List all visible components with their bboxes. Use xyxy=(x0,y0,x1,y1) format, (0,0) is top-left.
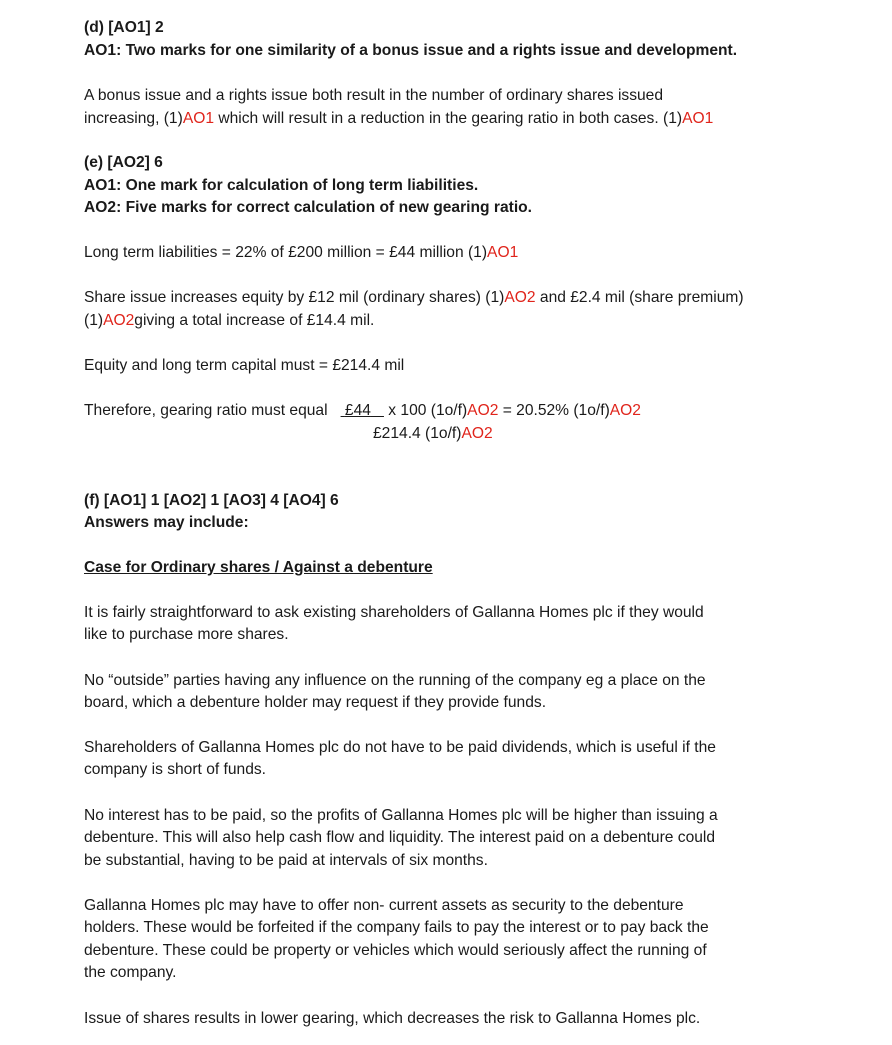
paragraph-4-line-1: No interest has to be paid, so the profits of Gallanna Homes plc will be higher than issuing a xyxy=(84,807,718,824)
mark-code: AO2 xyxy=(504,289,536,306)
paragraph-5-line-1: Gallanna Homes plc may have to offer non- current assets as security to the debenture xyxy=(84,897,684,914)
mark-code: AO1 xyxy=(182,110,215,127)
gearing-denominator-line xyxy=(373,423,493,445)
mark-code: AO1 xyxy=(487,244,519,261)
paragraph-4-line-2: debenture. This will also help cash flow and liquidity. The interest paid on a debenture could xyxy=(84,829,716,846)
paragraph-1-line-2: like to purchase more shares. xyxy=(84,626,289,643)
text-segment: increasing, (1) xyxy=(84,110,183,127)
text-segment: = 20.52% (1o/f) xyxy=(498,402,610,419)
share-issue-line-2 xyxy=(84,310,374,332)
paragraph-3-line-2: company is short of funds. xyxy=(84,761,267,778)
paragraph-3-line-1: Shareholders of Gallanna Homes plc do not have to be paid dividends, which is useful if the xyxy=(84,739,716,756)
section-e-heading: (e) [AO2] 6 xyxy=(84,154,163,171)
section-e-criteria-2: AO2: Five marks for correct calculation of new gearing ratio. xyxy=(84,199,533,216)
mark-code: AO2 xyxy=(461,425,493,442)
section-f-heading: (f) [AO1] 1 [AO2] 1 [AO3] 4 [AO4] 6 xyxy=(84,492,339,509)
answers-may-include: Answers may include: xyxy=(84,514,249,531)
paragraph-5-line-4: the company. xyxy=(84,964,177,981)
text-segment: Share issue increases equity by £12 mil (ordinary shares) (1) xyxy=(84,289,505,306)
section-d-criteria: AO1: Two marks for one similarity of a bonus issue and a rights issue and development. xyxy=(84,42,738,59)
long-term-liabilities-line xyxy=(84,242,518,264)
text-segment: £214.4 (1o/f) xyxy=(373,425,462,442)
gearing-label: Therefore, gearing ratio must equal xyxy=(84,402,328,419)
paragraph-2-line-1: No “outside” parties having any influence on the running of the company eg a place on the xyxy=(84,672,706,689)
section-d-answer-line-2 xyxy=(84,108,713,130)
paragraph-5-line-3: debenture. These could be property or vehicles which would seriously affect the running of xyxy=(84,942,707,959)
paragraph-1-line-1: It is fairly straightforward to ask existing shareholders of Gallanna Homes plc if they would xyxy=(84,604,704,621)
section-d-answer-line-1: A bonus issue and a rights issue both result in the number of ordinary shares issued xyxy=(84,87,664,104)
share-issue-line-1 xyxy=(84,287,744,309)
mark-code: AO2 xyxy=(103,312,135,329)
paragraph-2-line-2: board, which a debenture holder may request if they provide funds. xyxy=(84,694,547,711)
text-segment: and £2.4 mil (share premium) xyxy=(535,289,744,306)
mark-code: AO2 xyxy=(467,402,499,419)
equity-line: Equity and long term capital must = £214.4 mil xyxy=(84,357,405,374)
paragraph-6-line-1: Issue of shares results in lower gearing, which decreases the risk to Gallanna Homes plc. xyxy=(84,1010,701,1027)
paragraph-4-line-3: be substantial, having to be paid at intervals of six months. xyxy=(84,852,488,869)
mark-code: AO1 xyxy=(682,110,714,127)
text-segment: (1) xyxy=(84,312,104,329)
mark-code: AO2 xyxy=(609,402,641,419)
gearing-numerator: £44 xyxy=(344,402,371,419)
text-segment: giving a total increase of £14.4 mil. xyxy=(134,312,375,329)
case-title: Case for Ordinary shares / Against a debenture xyxy=(84,559,433,576)
text-segment: which will result in a reduction in the gearing ratio in both cases. (1) xyxy=(214,110,683,127)
paragraph-5-line-2: holders. These would be forfeited if the company fails to pay the interest or to pay back the xyxy=(84,919,709,936)
section-e-criteria-1: AO1: One mark for calculation of long term liabilities. xyxy=(84,177,479,194)
text-segment: Long term liabilities = 22% of £200 million = £44 million (1) xyxy=(84,244,488,261)
section-d-heading: (d) [AO1] 2 xyxy=(84,19,164,36)
gearing-ratio-line xyxy=(84,400,641,422)
text-segment: x 100 (1o/f) xyxy=(383,402,468,419)
